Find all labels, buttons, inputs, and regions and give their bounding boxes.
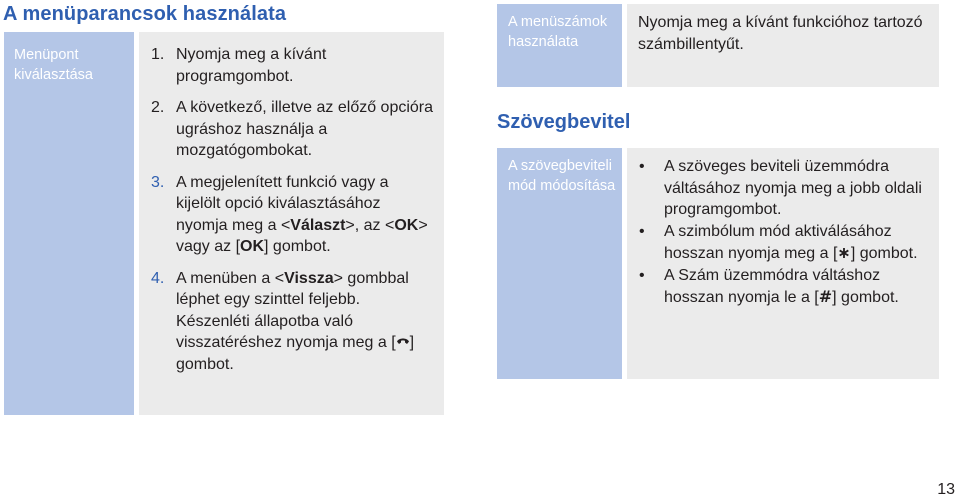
bullet-item: [638, 265, 931, 309]
bullet-icon: •: [639, 158, 645, 175]
bullet-icon: •: [639, 222, 645, 240]
bullet-item: [638, 156, 931, 221]
step-text-part: > vagy az [: [176, 216, 428, 255]
step-item: [151, 172, 434, 258]
step-text-part: A menüben a <: [176, 269, 285, 287]
step-text-part: > gombbal léphet egy szinttel feljebb.: [176, 269, 409, 308]
standby-text-part: Készenléti állapotba való visszatéréshez nyomja meg a [: [176, 312, 396, 351]
page-number: 13: [937, 481, 955, 498]
steps-list: [151, 44, 434, 311]
section-title-text-input: Szövegbevitel: [497, 111, 631, 133]
text-input-bullets: [638, 156, 931, 309]
step-text: [176, 172, 434, 258]
step-text-part: ] gombot.: [264, 238, 331, 255]
step-text: [176, 268, 434, 311]
step-text: A következő, illetve az előző opcióra ugráshoz használja a mozgatógombokat.: [176, 99, 434, 159]
text-input-mode-content: [627, 148, 939, 379]
menu-select-table: [4, 32, 444, 415]
bullet-icon: •: [639, 266, 645, 284]
star-key-icon: ∗: [837, 243, 851, 262]
text-input-mode-label: A szövegbeviteli mód módosítása: [497, 148, 622, 379]
standby-return-text: [176, 311, 434, 376]
step-number: 4.: [151, 269, 165, 287]
text-input-table: [497, 148, 939, 379]
bullet-text: [664, 265, 931, 309]
step-number: 2.: [151, 99, 165, 116]
step-text: Nyomja meg a kívánt programgombot.: [176, 46, 327, 85]
hash-key-icon: #: [818, 287, 833, 306]
step-number: 3.: [151, 173, 165, 191]
bullet-text: [664, 221, 931, 265]
key-ok-label: OK: [240, 238, 265, 255]
softkey-ok-label: OK: [394, 216, 419, 234]
step-text-part: >, az <: [345, 216, 395, 234]
bullet-text-part: ] gombot.: [832, 289, 899, 306]
menu-select-content: [139, 32, 444, 415]
bullet-text: A szöveges beviteli üzemmódra váltásához nyomja meg a jobb oldali programgombot.: [664, 158, 922, 218]
softkey-choose-label: Választ: [290, 216, 346, 234]
standby-text-part: ] gombot.: [176, 334, 415, 373]
softkey-back-label: Vissza: [284, 269, 334, 287]
menu-numbers-label: A menüszámok használata: [497, 4, 622, 87]
menu-select-label: Menüpont kiválasztása: [4, 32, 134, 415]
step-item: [151, 44, 434, 87]
bullet-item: [638, 221, 931, 265]
step-text-part: A megjelenített funkció vagy a kijelölt opció kiválasztásához nyomja meg a <: [176, 173, 389, 234]
bullet-text-part: A szimbólum mód aktiválásához hosszan nyomja meg a [: [664, 222, 892, 262]
section-title-menu-usage: A menüparancsok használata: [3, 3, 287, 25]
end-call-key-icon: [396, 333, 410, 345]
step-number: 1.: [151, 46, 165, 63]
bullet-text-part: A Szám üzemmódra váltáshoz hosszan nyomja le a [: [664, 266, 881, 306]
menu-numbers-text: Nyomja meg a kívánt funkcióhoz tartozó számbillentyűt.: [627, 4, 939, 87]
step-item: [151, 97, 434, 162]
step-item: [151, 268, 434, 311]
menu-numbers-table: [497, 4, 939, 87]
bullet-text-part: ] gombot.: [850, 245, 918, 262]
